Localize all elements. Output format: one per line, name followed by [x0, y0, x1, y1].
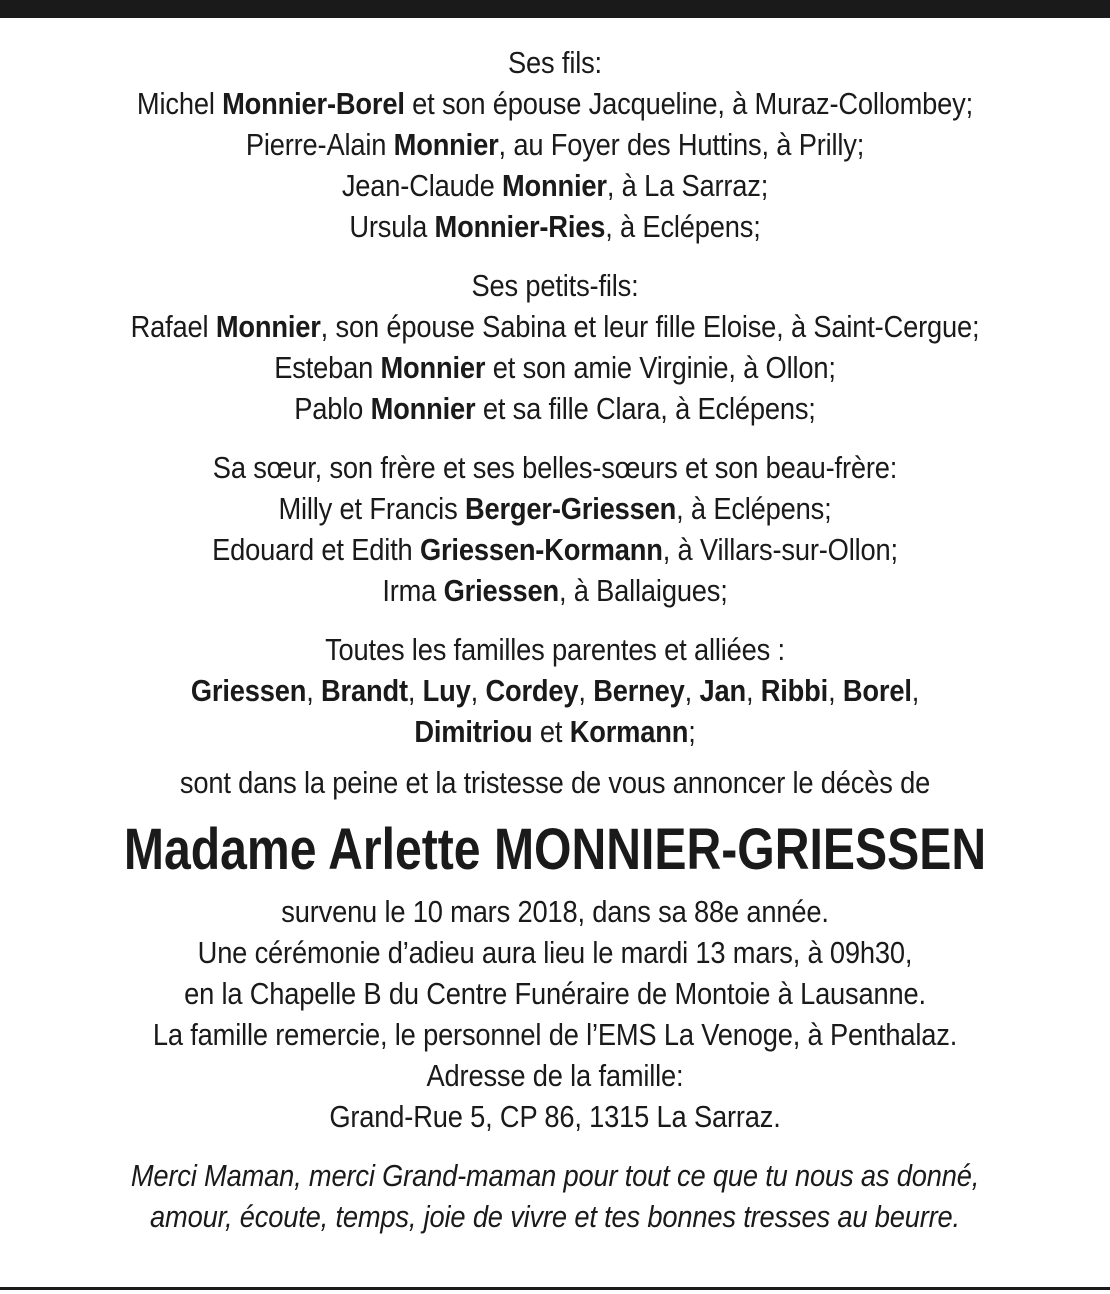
deceased-name: Madame Arlette MONNIER-GRIESSEN [123, 817, 987, 882]
sons-section [0, 42, 1110, 247]
separator: , [828, 673, 843, 708]
son-line [67, 206, 1044, 247]
grandsons-heading: Ses petits-fils: [471, 268, 639, 303]
detail-line: La famille remercie, le personnel de l’EMS La Venoge, à Penthalaz. [152, 1017, 958, 1052]
surname: Monnier [502, 168, 607, 203]
given-name: Michel [136, 86, 215, 121]
family-name: Berney [593, 673, 685, 708]
closing-line: Merci Maman, merci Grand-maman pour tout ce que tu nous as donné, [130, 1158, 980, 1193]
relation-text: , à La Sarraz; [606, 168, 769, 203]
detail-line: Adresse de la famille: [426, 1058, 684, 1093]
son-line [67, 165, 1044, 206]
family-name: Luy [422, 673, 471, 708]
bottom-border-rule [0, 1287, 1110, 1290]
families-line [67, 670, 1044, 711]
separator: , [745, 673, 761, 708]
relation-text: , au Foyer des Huttins, à Prilly; [498, 127, 865, 162]
relation-text: et sa fille Clara, à Eclépens; [475, 391, 816, 426]
family-name: Brandt [321, 673, 408, 708]
surname: Monnier [215, 309, 321, 344]
detail-line: Une cérémonie d’adieu aura lieu le mardi 13 mars, à 09h30, [197, 935, 913, 970]
section-gap [0, 611, 1110, 629]
separator: , [684, 673, 700, 708]
surname: Monnier-Ries [434, 209, 606, 244]
surname: Monnier-Borel [222, 86, 405, 121]
grandson-line [67, 388, 1044, 429]
separator: , [911, 673, 920, 708]
conjunction: et [532, 714, 570, 749]
family-name: Kormann [569, 714, 689, 749]
family-name: Borel [842, 673, 912, 708]
relation-text: , à Eclépens; [676, 491, 832, 526]
separator: , [470, 673, 486, 708]
family-name: Dimitriou [414, 714, 533, 749]
relation-text: et son épouse Jacqueline, à Muraz-Collombey; [404, 86, 974, 121]
sibling-line [67, 488, 1044, 529]
given-name: Edouard et Edith [212, 532, 413, 567]
surname: Monnier [380, 350, 486, 385]
given-name: Ursula [349, 209, 428, 244]
families-section [0, 629, 1110, 752]
siblings-heading: Sa sœur, son frère et ses belles-sœurs et son beau-frère: [212, 450, 898, 485]
given-name: Irma [382, 573, 437, 608]
surname: Monnier [393, 127, 499, 162]
relation-text: , à Villars-sur-Ollon; [662, 532, 898, 567]
relation-text: , à Ballaigues; [558, 573, 728, 608]
details-section [0, 891, 1110, 1137]
given-name: Pierre-Alain [245, 127, 387, 162]
surname: Berger-Griessen [464, 491, 677, 526]
separator: , [407, 673, 423, 708]
son-line [67, 124, 1044, 165]
sibling-line [67, 529, 1044, 570]
surname: Griessen-Kormann [419, 532, 663, 567]
grandsons-section [0, 265, 1110, 429]
top-border-rule [0, 0, 1110, 18]
relation-text: et son amie Virginie, à Ollon; [485, 350, 836, 385]
detail-line: survenu le 10 mars 2018, dans sa 88e année. [281, 894, 829, 929]
separator: , [306, 673, 322, 708]
grandson-line [67, 347, 1044, 388]
family-name: Cordey [485, 673, 579, 708]
separator: , [578, 673, 594, 708]
closing-line: amour, écoute, temps, joie de vivre et tes bonnes tresses au beurre. [150, 1199, 960, 1234]
line-end: ; [688, 714, 696, 749]
given-name: Rafael [130, 309, 209, 344]
section-gap [0, 1137, 1110, 1155]
obituary-notice [0, 42, 1110, 1237]
siblings-section [0, 447, 1110, 611]
closing-message [0, 1155, 1110, 1237]
families-heading: Toutes les familles parentes et alliées : [325, 632, 785, 667]
given-name: Esteban [274, 350, 374, 385]
relation-text: , à Eclépens; [605, 209, 761, 244]
family-name: Griessen [190, 673, 307, 708]
surname: Monnier [370, 391, 476, 426]
announcement-line: sont dans la peine et la tristesse de vous annoncer le décès de [179, 765, 931, 800]
family-name: Ribbi [760, 673, 829, 708]
section-gap [0, 429, 1110, 447]
sons-heading: Ses fils: [508, 45, 602, 80]
given-name: Milly et Francis [278, 491, 458, 526]
surname: Griessen [443, 573, 559, 608]
given-name: Jean-Claude [341, 168, 495, 203]
family-name: Jan [699, 673, 746, 708]
sibling-line [67, 570, 1044, 611]
families-line [67, 711, 1044, 752]
grandson-line [67, 306, 1044, 347]
relation-text: , son épouse Sabina et leur fille Eloise, à Saint-Cergue; [320, 309, 980, 344]
detail-line: Grand-Rue 5, CP 86, 1315 La Sarraz. [329, 1099, 781, 1134]
son-line [67, 83, 1044, 124]
given-name: Pablo [294, 391, 364, 426]
section-gap [0, 247, 1110, 265]
detail-line: en la Chapelle B du Centre Funéraire de Montoie à Lausanne. [184, 976, 926, 1011]
section-gap [0, 752, 1110, 762]
